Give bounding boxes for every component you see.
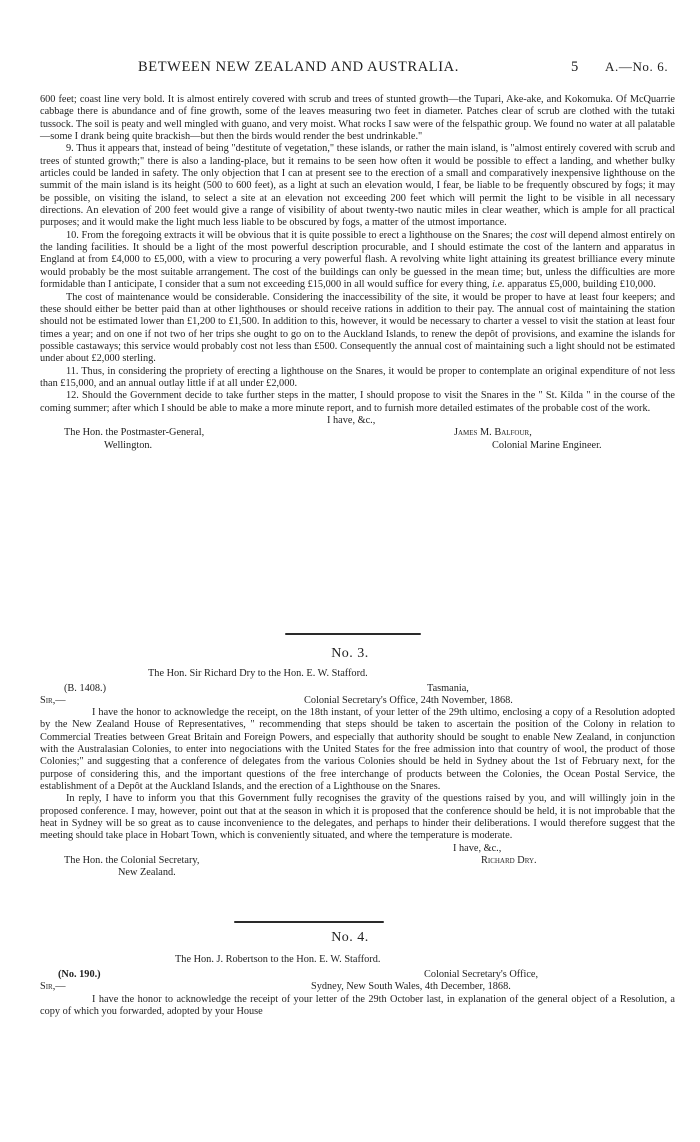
letter-3-paragraph-1: I have the honor to acknowledge the receipt, on the 18th instant, of your letter of the 29th ultimo, enclosing a copy of a Resolution adopted by the New Zealand House of Representatives, " recommending that steps should be taken to ascertain the position of the Colony in relation to Commercial Treaties between Great Britain and Foreign Powers, and especially that authority should be sought to enable New Zealand, in conjunction with the Australasian Colonies, to enter into negociations with the United States for the free admission into that country of wool, the product of those Colonies;" and suggesting that a conference of delegates from the various Colonies should be held in Sydney about the 1st of February next, for the purpose of considering this, and the important questions of the free interchange of products between the Colonies, the Ocean Postal Service, the establishment of a Depôt at the Auckland Islands, and the erection of a Lighthouse on the Snares. bbox=[40, 707, 675, 793]
addressee-row-2 bbox=[40, 440, 675, 452]
letter-3-closing-row bbox=[40, 843, 675, 855]
letter-3-signature: Richard Dry. bbox=[481, 855, 537, 867]
paragraph-10 bbox=[40, 230, 675, 292]
signature-title: Colonial Marine Engineer. bbox=[492, 439, 602, 451]
signature-name: James M. Balfour, bbox=[454, 427, 532, 439]
paragraph-9: 9. Thus it appears that, instead of being "destitute of vegetation," these islands, or rather the main island, is "almost entirely covered with scrub and trees of stunted growth;" there is also a landing-place, but it remains to be seen how often it would be possible to effect a landing, and whether bulky articles could be landed in safety. The only objection that I can at present see to the erection of a small and comparatively inexpensive lighthouse on the summit of the main island is its height (500 to 600 feet), as a light at such an elevation would, I fear, be liable to be frequently obscured by fogs; it may be possible, on visiting the island, to select a site at an elevation not exceeding 200 feet which will permit the light to be visible in all necessary directions. An elevation of 200 feet would give a range of visibility of about twenty-two nautic miles in clear weather, which is ample for all practical purposes; and it would make the light much less liable to be obscured by fogs, a matter of the utmost importance. bbox=[40, 143, 675, 229]
letter-4-place-date: Sydney, New South Wales, 4th December, 1868. bbox=[311, 981, 511, 992]
ie-italic: i.e. bbox=[492, 279, 505, 291]
paragraph-10-part-b: will depend almost entirely on the landing facilities. It should be a light of the most powerful description procurable, and I should estimate the cost of the lantern and apparatus in England at from £4,000 to £5,000, with a view to procuring a very powerful flash. A revolving white light attaining its greatest brilliance every minute would probably be the most suitable arrangement. The cost of the buildings can only be guessed in the mean time; but, unless the difficulties are more formidable than I anticipate, I consider that a sum not exceeding £15,000 in all would suffice for every thing, bbox=[40, 229, 676, 291]
letter-4-subheading: The Hon. J. Robertson to the Hon. E. W. Stafford. bbox=[175, 954, 381, 965]
letter-4-body bbox=[40, 994, 675, 1019]
letter-3-body bbox=[40, 707, 675, 880]
section-divider-2 bbox=[234, 921, 384, 923]
letter-3-heading: No. 3. bbox=[331, 646, 369, 661]
letter-3-paragraph-2: In reply, I have to inform you that this Government fully recognises the gravity of the questions raised by you, and will willingly join in the proposed conference. I may, however, point out that at the season in which it is proposed that the conference should be held, it is not improbable that the heat in Sydney will be so great as to cause inconvenience to the delegates, and perhaps to hinder their deliberations. I would therefore suggest that the meeting should take place in Hobart Town, which is conveniently situated, and where the temperature is moderate. bbox=[40, 793, 675, 842]
letter-3-office-date: Colonial Secretary's Office, 24th November, 1868. bbox=[304, 695, 513, 706]
section-divider bbox=[285, 633, 421, 635]
cost-italic: cost bbox=[530, 229, 548, 241]
closing-text: I have, &c., bbox=[327, 414, 376, 426]
closing-row-1 bbox=[40, 415, 675, 427]
paragraph-8-continued: 600 feet; coast line very bold. It is almost entirely covered with scrub and trees of stunted growth—the Tupari, Ake-ake, and Kokomuka. Of McQuarrie cabbage there is abundance and of fine growth, some of the leaves measuring two feet in diameter. Patches clear of scrub are clothed with the tutaki tussock. The soil is peaty and well mingled with guano, and very moist. What rocks I saw were of the felspathic group. We found no water at all palatable—some I drank being quite brackish—but then the birds would render the best undrinkable." bbox=[40, 94, 675, 143]
paragraph-10-part-c: apparatus £5,000, building £10,000. bbox=[504, 279, 656, 291]
letter-3-addressee-1: The Hon. the Colonial Secretary, bbox=[64, 855, 200, 867]
letter-3-addressee-2: New Zealand. bbox=[118, 867, 176, 879]
letter-3-subheading: The Hon. Sir Richard Dry to the Hon. E. W. Stafford. bbox=[148, 668, 368, 679]
letter-4-reference: (No. 190.) bbox=[58, 969, 101, 980]
letter-4-paragraph-1: I have the honor to acknowledge the receipt of your letter of the 29th October last, in explanation of the general object of a Resolution, a copy of which you forwarded, adopted by your House bbox=[40, 994, 675, 1018]
running-header bbox=[38, 61, 670, 77]
letter-3-addressee-row-1 bbox=[40, 855, 675, 867]
document-number: A.—No. 6. bbox=[605, 59, 669, 74]
addressee-line-1: The Hon. the Postmaster-General, bbox=[64, 427, 205, 439]
paragraph-10-part-a: 10. From the foregoing extracts it will be obvious that it is quite possible to erect a lighthouse on the Snares; the bbox=[66, 229, 531, 241]
letter-4-heading: No. 4. bbox=[331, 930, 369, 945]
addressee-line-2: Wellington. bbox=[104, 439, 153, 451]
paragraph-11: 11. Thus, in considering the propriety of erecting a lighthouse on the Snares, it would be proper to contemplate an original expenditure of not less than £15,000, and an annual outlay little if at all under £2,000. bbox=[40, 365, 675, 389]
letter-3-salutation: Sir,— bbox=[40, 695, 66, 706]
header-title: BETWEEN NEW ZEALAND AND AUSTRALIA. bbox=[138, 59, 459, 75]
letter-4-salutation: Sir,— bbox=[40, 981, 66, 992]
addressee-row-1 bbox=[40, 427, 675, 439]
page-number: 5 bbox=[571, 59, 579, 75]
paragraph-10-maintenance: The cost of maintenance would be considerable. Considering the inaccessibility of the site, it would be proper to have at least four keepers; and these should either be better paid than at other lighthouses or should receive rations in addition to their pay. The annual cost of maintaining the station should not be estimated lower than £1,200 to £1,500. In addition to this, however, it would be necessary to charter a vessel to visit the station at least four times a year; and on one if not two of her trips she ought to go on to the Auckland Islands, to renew the depôt of provisions, and examine the islands for possible castaways; this service would probably cost not less than £500. Consequently the annual cost of maintaining such a light should not be estimated under about £2,000 sterling. bbox=[40, 291, 675, 365]
report-continuation bbox=[40, 94, 675, 452]
letter-4-office: Colonial Secretary's Office, bbox=[424, 969, 539, 980]
letter-3-closing: I have, &c., bbox=[453, 842, 502, 854]
paragraph-12: 12. Should the Government decide to take further steps in the matter, I should propose to visit the Snares in the " St. Kilda " in the course of the coming summer; after which I should be able to make a more minute report, and to furnish more detailed estimates of the probable cost of the work. bbox=[40, 390, 675, 414]
letter-3-place: Tasmania, bbox=[427, 683, 469, 694]
letter-3-reference: (B. 1408.) bbox=[64, 683, 107, 694]
letter-3-addressee-row-2 bbox=[40, 867, 675, 879]
